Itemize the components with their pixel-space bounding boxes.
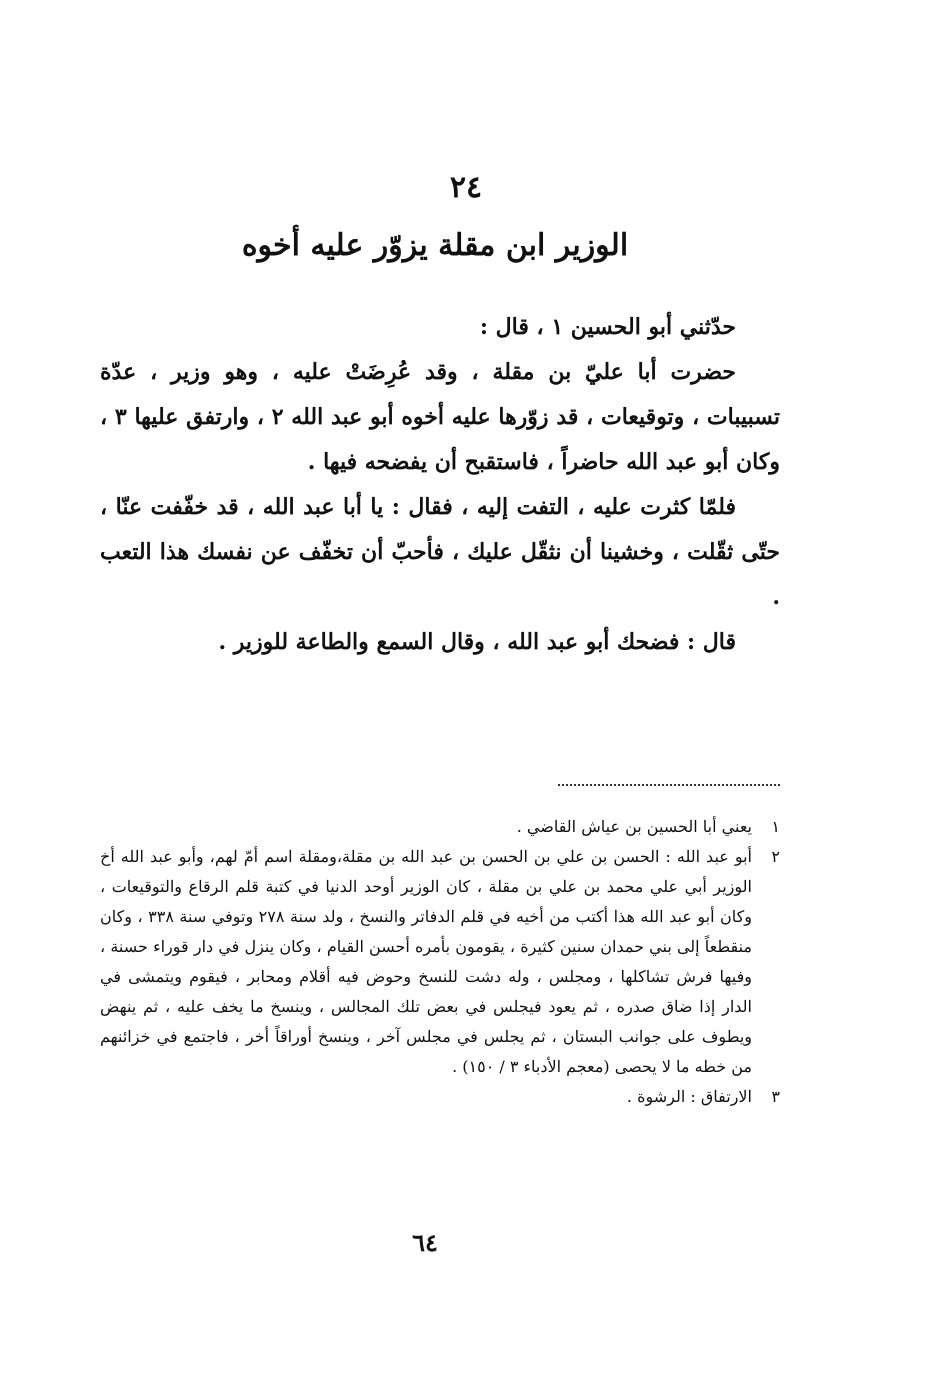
main-text — [100, 305, 780, 665]
footnote — [100, 812, 780, 842]
footnote-text: أبو عبد الله : الحسن بن علي بن الحسن بن عبد الله بن مقلة،ومقلة اسم أمّ لهم، وأبو عبد الله أخ الوزير أبي علي محمد بن علي بن مقلة ، كان الوزير أوحد الدنيا في كتبة قلم الرقاع والتوقيعات ، وكان أبو عبد الله هذا أكتب من أخيه في قلم الدفاتر والنسخ ، ولد سنة ٢٧٨ وتوفي سنة ٣٣٨ ، وكان منقطعاً إلى بني حمدان سنين كثيرة ، يقومون بأمره أحسن القيام ، وكان ينزل في دار قوراء حسنة ، وفيها فرش تشاكلها ، ومجلس ، وله دشت للنسخ وحوض فيه أقلام ومحابر ، فيقوم ويتمشى في الدار إذا ضاق صدره ، ثم يعود فيجلس في بعض تلك المجالس ، وينسخ ما يخف عليه ، ثم ينهض ويطوف على جوانب البستان ، ثم يجلس في مجلس آخر ، وينسخ أوراقاً أخر ، فاجتمع في خزائنهم من خطه ما لا يحصى (معجم الأدباء ٣ / ١٥٠) . — [100, 847, 753, 1076]
page-number: ٦٤ — [412, 1228, 438, 1257]
footnote-separator — [558, 784, 780, 786]
footnote-text: يعني أبا الحسين بن عياش القاضي . — [516, 817, 752, 836]
footnote-text: الارتفاق : الرشوة . — [626, 1087, 752, 1106]
footnote — [100, 1082, 780, 1112]
paragraph: حضرت أبا عليّ بن مقلة ، وقد عُرِضَتْ عليه ، وهو وزير ، عدّة تسبيبات ، وتوقيعات ، قد زوّرها عليه أخوه أبو عبد الله ٢ ، وارتفق عليها ٣ ، وكان أبو عبد الله حاضراً ، فاستقبح أن يفضحه فيها . — [100, 359, 781, 475]
footnotes — [100, 812, 780, 1112]
chapter-title: الوزير ابن مقلة يزوّر عليه أخوه — [241, 228, 629, 263]
paragraph: فلمّا كثرت عليه ، التفت إليه ، فقال : يا أبا عبد الله ، قد خفّفت عنّا ، حتّى ثقّلت ، وخشينا أن نثقّل عليك ، فأحبّ أن تخفّف عن نفسك هذا التعب . — [100, 494, 780, 610]
paragraph: حدّثني أبو الحسين ١ ، قال : — [479, 314, 736, 340]
chapter-number: ٢٤ — [449, 170, 483, 205]
paragraph: قال : فضحك أبو عبد الله ، وقال السمع والطاعة للوزير . — [218, 629, 736, 655]
footnote-number: ٣ — [771, 1087, 780, 1106]
footnote-number: ٢ — [771, 847, 780, 866]
footnote — [100, 842, 780, 1082]
footnote-number: ١ — [771, 817, 780, 836]
